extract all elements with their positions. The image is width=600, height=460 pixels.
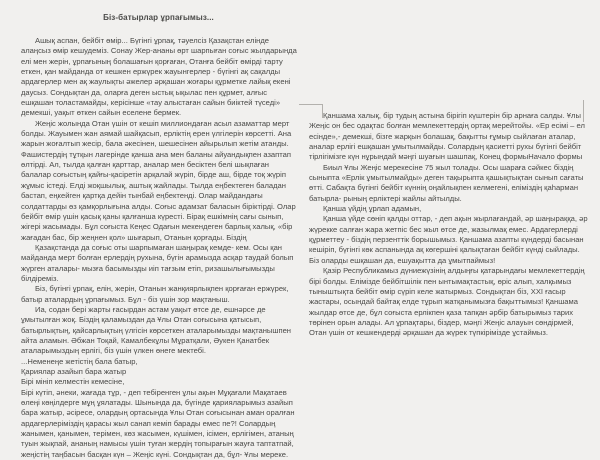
- paragraph: Қариялар азайып бара жатыр: [21, 367, 127, 376]
- paragraph: Иа, содан бері жарты ғасырдан астам уақыт өтсе де, ешнәрсе де ұмытылған жоқ. Біздің қаламыздан да Ұлы Отан соғысына қатысып, батырлықтың, қайсарлықтың үлгісін көрсеткен аталарымызды мақтанышпен айта аламын. Әбжан Тоқай, Камалбекұлы Мұратқали, Әукен Қанатбек аталарымыздың ерлігі, біз үшін үлкен өнеге мектебі.: [21, 304, 291, 356]
- left-text-column: [21, 36, 297, 460]
- paragraph: Қанша үйдің ұрлап адамын,: [323, 204, 422, 214]
- paragraph: Қанша үйде сөніп қалды оттар, - деп ақын жырлағандай, әр шаңыраққа, әр жүрекке салған жара жетпіс бес жыл өтсе де, жазылмақ емес. Ардагерлерді құрметтеу - біздің перзенттік борышымыз. Қаншама азапты күндерді басынан кешіріп, бүгінгі көк аспанында ақ көгершіні қалықтаған бейбіт күнді сыйлады. Біз оларды ешқашан да, ешуақытта да ұмытпаймыз!: [309, 214, 588, 265]
- paragraph: Бірі күтіп, әнеки, жағада тұр, - деп тебіренген ұлы ақын Мұқағали Мақатаев өлеңі көңілдерге мұң ұялатады. Шынында да, бүгінде қарияларымыз азайып бара жатыр, әсіресе, олардың ортасында Ұлы Отан соғысынан аман оралған ардагерлеріміздің қарасы жыл санап кеміп барады емес пе?! Солардың жанымен, қанымен, терімен, көз жасымен, күшімен, ісімен, ерлігімен, атаның туын жықпай, ананың намысы үшін туған жердің топырағын жауға таптатпай, жеңістің таңбасын басқан күн – Жеңіс күні. Сондықтан да, бұл- Ұлы мереке.: [21, 387, 295, 459]
- right-text-column: [309, 111, 591, 339]
- paragraph: Қазір Республикамыз дүниежүзінің алдыңғы қатарындағы мемлекеттердің бірі болды. Елімізде бейбітшілік пен ынтымақтастық, өріс алып, халқымыз тыныштықта бейбіт өмір сүріп келе жатырмыз. Сондықтан біз, ХХІ ғасыр жастары, осындай байтақ елде тұрып жатқанымызға бақыттымыз! Қаншама жылдар өтсе де, бұл соғыста ерлікпен қаза тапқан әрбір батырымыз тарих төрінен орын алады. Ал ұрпақтары, біздер, мәңгі Жеңіс алауын сөндірмей, Отан үшін от кешкендерді әрқашан да жүрек түпкірімізде ұстаймыз.: [309, 266, 585, 338]
- corner-crop-mark: [299, 104, 323, 118]
- paragraph: ...Неменеңе жетістің бала батыр,: [21, 356, 138, 366]
- paragraph: Біз, бүгінгі ұрпақ, елін, жерін, Отанын жанқиярлықпен қорғаған ержүрек, батыр аталардың ұрпағымыз. Бұл - біз үшін зор мақтаныш.: [21, 284, 289, 304]
- paragraph: Бірі мініп келместін кемесіне,: [21, 377, 125, 387]
- paragraph: Жеңіс жолында Отан үшін от кешіп миллиондаған асыл азаматтар мерт болды. Жауымен жан аямай шайқасып, ерліктің ерен үлгілерін көрсетті. Ана жарын жоғалтып жесір, бала әкесінен, шешесінен айырылып жетім атанды. Фашистердің тұтқын лагерінде қанша ана мен баланы айуандықпен азаптап өлтірді. Ал, тылда қалған қарттар, аналар мен бесіктен белі шықпаған балалар соғыстың қайғы-қасіретін арқалай жүріп, бірде аш, бірде тоқ жүріп жұмыс істеді. Елді жоқшылық, аштық жайлады. Тылда еңбектеген баладан бастап, еңкейген қартқа дейін тынбай еңбектенді. Олар майдандағы солдаттарды өз қамқорлығына алды. Соғыс адамзат баласын біріктірді. Олар бейбіт өмір үшін қасық қаны қалғанша күресті. Бірақ ешкімнің сағы сынып, жігері жасымады. Бұл соғыста Кеңес Одағын мекендеген барлық халық, «бір жағадан бас, бір жеңнен қол» шығарып, Отанын қорғады. Біздің: [21, 118, 296, 242]
- paragraph: Биыл Ұлы Жеңіс мерекесіне 75 жыл толады. Осы шараға сәйкес біздің сыныпта «Ерлік ұмытылмайды» деген тақырыпта қашықтықтан сынып сағаты өтті. Сабақта бүгінгі бейбіт күннің оңайлықпен келмегені, еліміздің қаһарман батырла- рының ерліктері жайлы айтылды.: [309, 162, 584, 203]
- vertical-crop-mark: [583, 100, 584, 122]
- document-title: Біз-батырлар ұрпағымыз...: [103, 13, 214, 22]
- paragraph: Қаншама халық, бір тудың астына бірігіп күштерін бір арнаға салды. Ұлы Жеңіс он бес одақтас болған мемлекеттердің ортақ мерейтойы. «Ер есімі – ел есінде»,- демекші, бізге жарқын болашақ, бақытты ғұмыр сыйлаған аталар, аналар ерлігі ешқашан ұмытылмайды. Солардың қасиетті рухы бүгінгі бейбіт тірлігімізге күн нұрындай мәңгі шуағын шашпақ, Конец формыНачало формы: [309, 111, 585, 162]
- paragraph: Қазақстанда да соғыс оты шарпымаған шаңырақ кемде- кем. Осы қан майданда мерт болған ерлердің рухына, бүгін арамызда асқар таудай болып жүрген аталары- мызға басымызды иіп тағзым етіп, ризашылығымызды білдіреміз.: [21, 242, 294, 283]
- paragraph: Ашық аспан, бейбіт өмір... Бүгінгі ұрпақ, тәуелсіз Қазақстан елінде алаңсыз өмір кешудеміз. Сонау Жер-ананы өрт шарпыған соғыс жылдарында елі мен жерін, ұрпағының болашағын қорғаған, Отанға бейбіт өмірді тарту еткен, қан майданда от кешкен ержүрек жауынгерлер - бүгінгі ақ сақалды ардагерлер мен ақ жаулықты әжелер әрқашан жоғары құрметке лайық екені даусыз. Сондықтан да, оларға деген ыстық ықылас пен құрмет, алғыс ешқашан толастамайды, керісінше «тау алыстаған сайын биіктей түседі» демекші, уақыт өткен сайын еселене бермек.: [21, 36, 297, 118]
